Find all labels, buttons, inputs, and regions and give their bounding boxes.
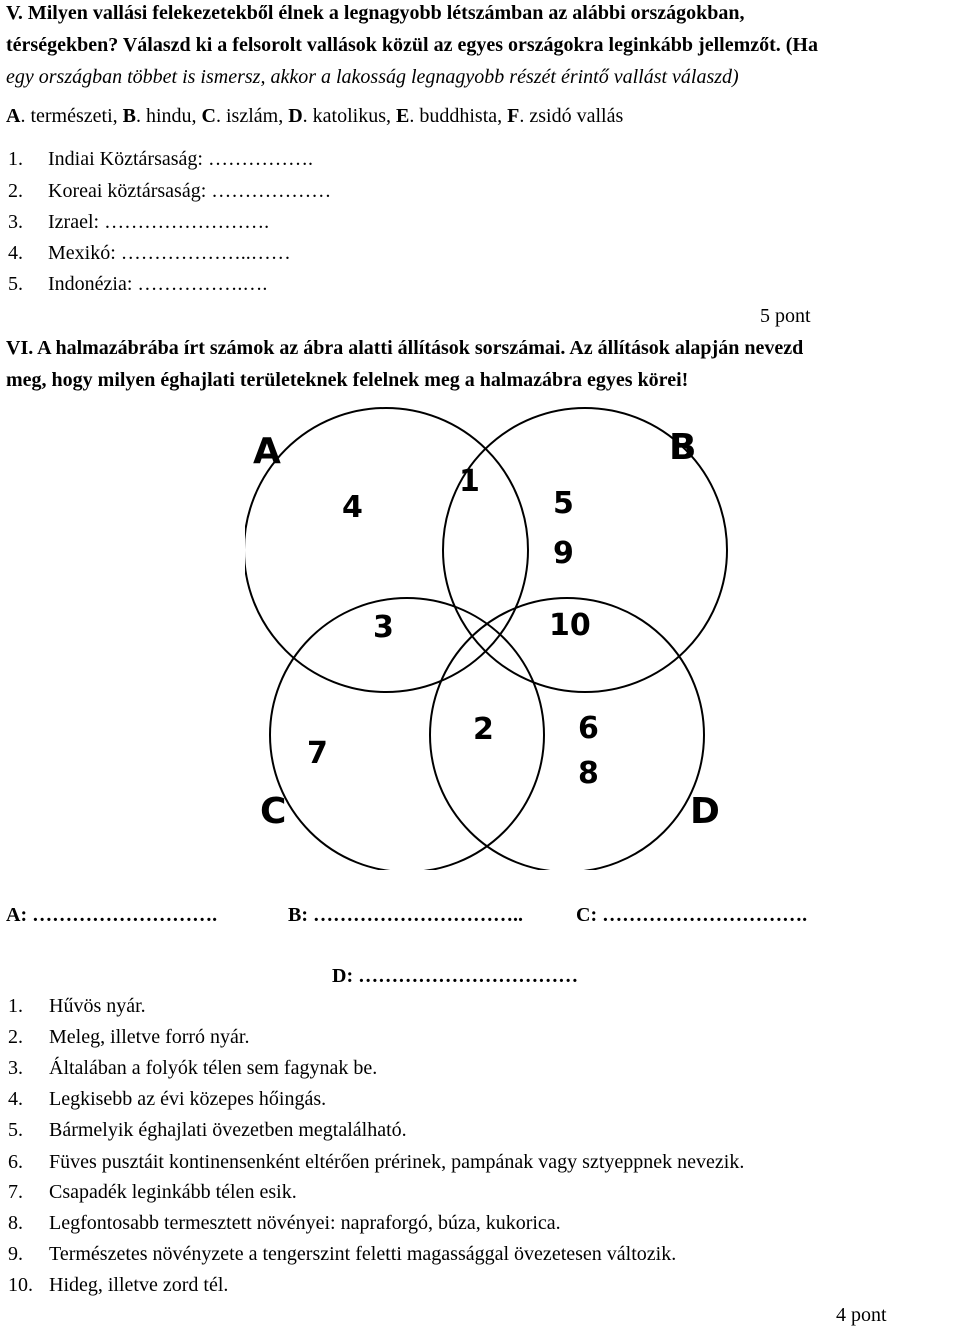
option-letter-e: E bbox=[396, 105, 410, 127]
venn-diagram-svg bbox=[245, 405, 735, 870]
statement-item bbox=[8, 1211, 561, 1235]
option-text-a: . természeti, bbox=[20, 105, 123, 127]
option-letter-a: A bbox=[6, 105, 21, 127]
country-item bbox=[8, 210, 269, 234]
region-number-4: 4 bbox=[342, 490, 363, 525]
country-item bbox=[8, 272, 267, 296]
statement-num: 5. bbox=[8, 1119, 23, 1141]
statement-num: 3. bbox=[8, 1057, 23, 1079]
section6-title-line1: VI. A halmazábrába írt számok az ábra alatti állítások sorszámai. Az állítások alapján nevezd bbox=[6, 337, 804, 359]
circle-label-c: C bbox=[260, 791, 287, 832]
venn-diagram bbox=[245, 405, 735, 870]
circle-a bbox=[245, 408, 528, 692]
statement-num: 2. bbox=[8, 1026, 23, 1048]
country-item-num: 1. bbox=[8, 148, 23, 170]
option-text-f: . zsidó vallás bbox=[519, 105, 624, 127]
statement-item bbox=[8, 994, 146, 1018]
country-item-num: 2. bbox=[8, 180, 23, 202]
option-text-b: . hindu, bbox=[135, 105, 202, 127]
country-item-text: Izrael: ……………………. bbox=[48, 211, 270, 233]
country-item bbox=[8, 179, 331, 203]
circle-label-d: D bbox=[690, 791, 720, 832]
region-number-8: 8 bbox=[578, 756, 599, 791]
country-item-num: 4. bbox=[8, 242, 23, 264]
statement-item bbox=[8, 1025, 250, 1049]
statement-num: 10. bbox=[8, 1274, 33, 1296]
section5-title-line3: egy országban többet is ismersz, akkor a lakosság legnagyobb részét érintő vallást válaszd) bbox=[6, 66, 739, 88]
option-text-e: . buddhista, bbox=[409, 105, 508, 127]
country-item-text: Koreai köztársaság: ……………… bbox=[48, 180, 332, 202]
statement-num: 9. bbox=[8, 1243, 23, 1265]
option-letter-b: B bbox=[122, 105, 136, 127]
country-item-num: 5. bbox=[8, 273, 23, 295]
option-text-d: . katolikus, bbox=[302, 105, 397, 127]
section6-points: 4 pont bbox=[836, 1304, 887, 1326]
answer-c-field[interactable]: C: …………………………. bbox=[576, 904, 808, 926]
option-text-c: . iszlám, bbox=[216, 105, 289, 127]
option-letter-d: D bbox=[288, 105, 303, 127]
statement-text: Meleg, illetve forró nyár. bbox=[49, 1026, 250, 1048]
country-item-num: 3. bbox=[8, 211, 23, 233]
region-number-10: 10 bbox=[549, 608, 591, 643]
country-item-text: Indiai Köztársaság: ……………. bbox=[48, 148, 313, 170]
statement-text: Legfontosabb termesztett növényei: napraforgó, búza, kukorica. bbox=[49, 1212, 561, 1234]
section5-title-line1: V. Milyen vallási felekezetekből élnek a legnagyobb létszámban az alábbi országokban, bbox=[6, 2, 745, 24]
statement-text: Hűvös nyár. bbox=[49, 995, 146, 1017]
answer-b-field[interactable]: B: ………………………….. bbox=[288, 904, 523, 926]
statement-text: Általában a folyók télen sem fagynak be. bbox=[49, 1057, 378, 1079]
statement-text: Bármelyik éghajlati övezetben megtalálható. bbox=[49, 1119, 407, 1141]
region-number-1: 1 bbox=[459, 464, 480, 499]
statement-text: Természetes növényzete a tengerszint feletti magassággal övezetesen változik. bbox=[49, 1243, 677, 1265]
statement-text: Csapadék leginkább télen esik. bbox=[49, 1181, 297, 1203]
section5-title-line2: térségekben? Válaszd ki a felsorolt vallások közül az egyes országokra leginkább jellemzőt. (Ha bbox=[6, 34, 818, 56]
region-number-9: 9 bbox=[553, 536, 574, 571]
region-number-5: 5 bbox=[553, 486, 574, 521]
country-item-text: Indonézia: …………….…. bbox=[48, 273, 268, 295]
country-item bbox=[8, 241, 291, 265]
region-number-7: 7 bbox=[307, 736, 328, 771]
country-item bbox=[8, 147, 313, 171]
option-letter-c: C bbox=[201, 105, 216, 127]
circle-label-b: B bbox=[669, 427, 697, 468]
statement-num: 7. bbox=[8, 1181, 23, 1203]
statement-text: Hideg, illetve zord tél. bbox=[49, 1274, 229, 1296]
statement-text: Füves pusztáit kontinensenként eltérően prérinek, pampának vagy sztyeppnek nevezik. bbox=[49, 1151, 745, 1173]
statement-text: Legkisebb az évi közepes hőingás. bbox=[49, 1088, 327, 1110]
statement-item bbox=[8, 1118, 407, 1142]
option-letter-f: F bbox=[507, 105, 520, 127]
statement-num: 6. bbox=[8, 1151, 23, 1173]
region-number-6: 6 bbox=[578, 711, 599, 746]
answer-d-field[interactable]: D: …………………………… bbox=[332, 965, 579, 987]
statement-num: 8. bbox=[8, 1212, 23, 1234]
section6-title-line2: meg, hogy milyen éghajlati területeknek felelnek meg a halmazábra egyes körei! bbox=[6, 369, 689, 391]
answer-a-field[interactable]: A: ………………………. bbox=[6, 904, 218, 926]
religion-options bbox=[6, 104, 623, 128]
circle-label-a: A bbox=[253, 431, 281, 472]
circle-c bbox=[270, 598, 544, 870]
statement-num: 1. bbox=[8, 995, 23, 1017]
region-number-3: 3 bbox=[373, 610, 394, 645]
statement-item bbox=[8, 1056, 377, 1080]
statement-item bbox=[8, 1273, 228, 1297]
region-number-2: 2 bbox=[473, 712, 494, 747]
country-item-text: Mexikó: ………………..…… bbox=[48, 242, 291, 264]
statement-item bbox=[8, 1242, 676, 1266]
statement-item bbox=[8, 1150, 744, 1174]
statement-item bbox=[8, 1087, 326, 1111]
statement-item bbox=[8, 1180, 297, 1204]
statement-num: 4. bbox=[8, 1088, 23, 1110]
section5-points: 5 pont bbox=[760, 305, 811, 327]
